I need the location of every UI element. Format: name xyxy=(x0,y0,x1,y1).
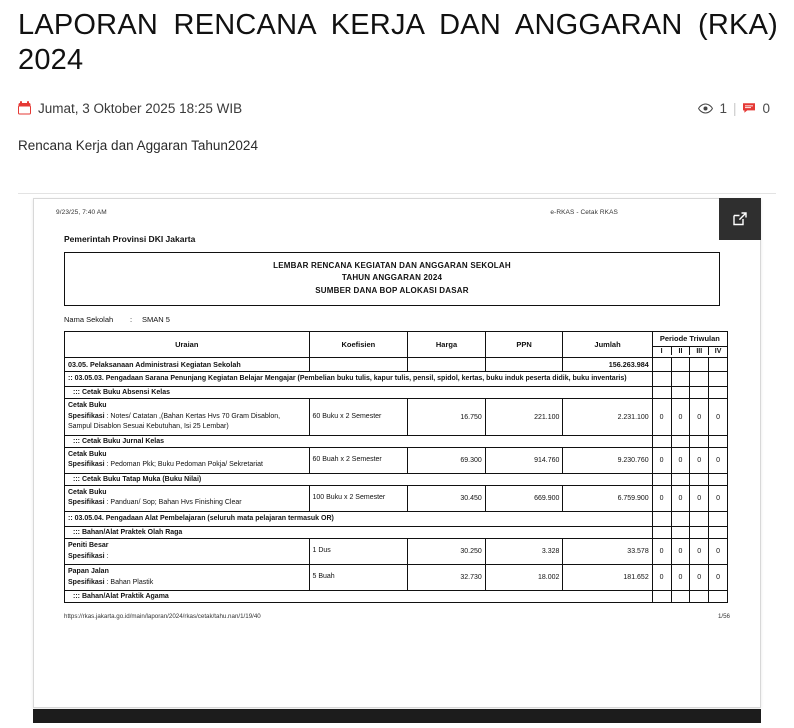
item-spec-label: Spesifikasi xyxy=(68,578,105,586)
item-spec-value: : Panduan/ Sop; Bahan Hvs Finishing Clear xyxy=(106,499,242,507)
table-row xyxy=(65,387,728,399)
item-name: Cetak Buku xyxy=(68,488,107,496)
row-harga: 30.450 xyxy=(408,485,486,511)
row-tri-4 xyxy=(709,527,728,539)
post-excerpt: Rencana Kerja dan Aggaran Tahun2024 xyxy=(18,137,258,153)
item-spec-value: : xyxy=(106,552,109,560)
table-row xyxy=(65,591,728,603)
col-periode-label: Periode Triwulan xyxy=(659,333,720,343)
row-tri-4 xyxy=(709,511,728,526)
row-ppn xyxy=(485,358,563,372)
document-title-line-3: SUMBER DANA BOP ALOKASI DASAR xyxy=(315,285,469,295)
item-spec-value: : Pedoman Pkk; Buku Pedoman Pokja/ Sekretariat xyxy=(106,461,263,469)
row-ppn: 18.002 xyxy=(485,565,563,591)
row-tri-2: 0 xyxy=(671,565,690,591)
table-row xyxy=(65,565,728,591)
col-tri-3: III xyxy=(690,347,709,355)
open-in-new-window-button[interactable] xyxy=(719,198,761,240)
row-tri-4: 0 xyxy=(709,539,728,565)
row-uraian: ::: Bahan/Alat Praktik Agama xyxy=(65,591,653,603)
row-uraian: ::: Cetak Buku Absensi Kelas xyxy=(65,387,653,399)
row-tri-4: 0 xyxy=(709,485,728,511)
row-tri-2 xyxy=(671,435,690,447)
row-tri-2: 0 xyxy=(671,539,690,565)
row-koefisien: 5 Buah xyxy=(309,565,408,591)
calendar-icon xyxy=(18,101,31,115)
document-viewer[interactable] xyxy=(18,193,776,723)
row-tri-3: 0 xyxy=(690,539,709,565)
row-tri-1 xyxy=(652,473,671,485)
row-tri-4 xyxy=(709,591,728,603)
row-uraian: 03.05. Pelaksanaan Administrasi Kegiatan Sekolah xyxy=(65,358,310,372)
row-tri-1: 0 xyxy=(652,539,671,565)
col-ppn: PPN xyxy=(485,331,563,357)
row-tri-2 xyxy=(671,527,690,539)
row-tri-2: 0 xyxy=(671,447,690,473)
external-link-icon xyxy=(730,209,750,229)
row-tri-1 xyxy=(652,527,671,539)
post-date xyxy=(18,101,242,116)
row-tri-4 xyxy=(709,372,728,387)
row-tri-2 xyxy=(671,387,690,399)
row-tri-4 xyxy=(709,473,728,485)
government-name: Pemerintah Provinsi DKI Jakarta xyxy=(64,233,196,244)
table-row xyxy=(65,399,728,436)
row-ppn: 914.760 xyxy=(485,447,563,473)
row-uraian xyxy=(65,539,310,565)
row-tri-3: 0 xyxy=(690,447,709,473)
document-header-date: 9/23/25, 7:40 AM xyxy=(56,208,107,216)
row-tri-4: 0 xyxy=(709,565,728,591)
school-name-value: SMAN 5 xyxy=(142,314,170,324)
item-spec-value: : Bahan Plastik xyxy=(106,578,154,586)
col-tri-4: IV xyxy=(714,348,722,356)
table-row xyxy=(65,539,728,565)
row-koefisien xyxy=(309,358,408,372)
comment-icon xyxy=(742,102,756,114)
row-koefisien: 100 Buku x 2 Semester xyxy=(309,485,408,511)
school-name-colon: : xyxy=(130,314,133,324)
row-tri-3 xyxy=(690,473,709,485)
row-uraian xyxy=(65,485,310,511)
row-jumlah: 2.231.100 xyxy=(563,399,652,436)
row-uraian xyxy=(65,565,310,591)
viewer-toolbar[interactable] xyxy=(33,709,761,723)
row-tri-1 xyxy=(652,435,671,447)
row-harga: 30.250 xyxy=(408,539,486,565)
row-harga xyxy=(408,358,486,372)
row-tri-3: 0 xyxy=(690,485,709,511)
item-spec-label: Spesifikasi xyxy=(68,499,105,507)
row-tri-3 xyxy=(690,527,709,539)
row-uraian: :: 03.05.04. Pengadaan Alat Pembelajaran (seluruh mata pelajaran termasuk OR) xyxy=(65,511,653,526)
school-name-label: Nama Sekolah xyxy=(64,314,114,324)
item-name: Cetak Buku xyxy=(68,450,107,458)
row-tri-3 xyxy=(690,435,709,447)
page-title: LAPORAN RENCANA KERJA DAN ANGGARAN (RKA) 2024 xyxy=(18,9,778,77)
meta-divider: | xyxy=(732,100,737,116)
post-stats xyxy=(698,101,770,116)
row-harga: 32.730 xyxy=(408,565,486,591)
table-row xyxy=(65,473,728,485)
row-uraian xyxy=(65,447,310,473)
document-page-number: 1/56 xyxy=(717,613,730,621)
item-name: Peniti Besar xyxy=(68,542,109,550)
document-title-line-1: LEMBAR RENCANA KEGIATAN DAN ANGGARAN SEKOLAH xyxy=(273,260,511,270)
item-spec xyxy=(68,460,306,471)
row-jumlah: 6.759.900 xyxy=(563,485,652,511)
table-header-row xyxy=(65,331,728,357)
document-header xyxy=(56,209,738,216)
item-spec-label: Spesifikasi xyxy=(68,461,105,469)
view-count: 1 xyxy=(719,100,727,116)
item-name: Papan Jalan xyxy=(68,568,109,576)
item-spec xyxy=(68,578,306,589)
table-row xyxy=(65,527,728,539)
article-page xyxy=(0,8,794,723)
comment-count: 0 xyxy=(762,100,770,116)
row-tri-1 xyxy=(652,372,671,387)
table-row xyxy=(65,447,728,473)
document-page xyxy=(33,198,761,708)
table-row xyxy=(65,372,728,387)
row-tri-2 xyxy=(671,591,690,603)
post-meta xyxy=(18,101,770,116)
col-uraian: Uraian xyxy=(65,331,310,357)
row-koefisien: 1 Dus xyxy=(309,539,408,565)
row-tri-3 xyxy=(690,372,709,387)
row-tri-1: 0 xyxy=(652,485,671,511)
item-spec-value: : Notes/ Catatan ,(Bahan Kertas Hvs 70 Gram Disablon, Sampul Disablon Sesuai Kebutuhan, Isi 25 Lembar) xyxy=(68,412,281,431)
row-tri-3: 0 xyxy=(690,399,709,436)
row-uraian: ::: Bahan/Alat Praktek Olah Raga xyxy=(65,527,653,539)
rka-table-body xyxy=(65,358,728,603)
row-uraian: ::: Cetak Buku Jurnal Kelas xyxy=(65,435,653,447)
row-tri-1 xyxy=(652,511,671,526)
col-periode-triwulan xyxy=(652,331,727,357)
item-spec xyxy=(68,498,306,509)
row-tri-1: 0 xyxy=(652,447,671,473)
row-koefisien: 60 Buah x 2 Semester xyxy=(309,447,408,473)
row-tri-2 xyxy=(671,372,690,387)
col-jumlah: Jumlah xyxy=(563,331,652,357)
row-tri-1 xyxy=(652,358,671,372)
post-date-text: Jumat, 3 Oktober 2025 18:25 WIB xyxy=(38,100,243,116)
rka-table xyxy=(64,331,728,603)
table-row xyxy=(65,435,728,447)
item-spec xyxy=(68,552,306,563)
eye-icon xyxy=(698,103,713,114)
row-jumlah: 33.578 xyxy=(563,539,652,565)
document-footer-url: https://rkas.jakarta.go.id/main/laporan/2024/rkas/cetak/tahu.nan/1/19/40 xyxy=(64,613,261,621)
table-row xyxy=(65,485,728,511)
col-tri-1: I xyxy=(653,347,672,355)
table-row xyxy=(65,358,728,372)
row-harga: 16.750 xyxy=(408,399,486,436)
row-uraian xyxy=(65,399,310,436)
row-tri-2 xyxy=(671,358,690,372)
row-tri-3 xyxy=(690,358,709,372)
row-jumlah: 156.263.984 xyxy=(563,358,652,372)
row-tri-1: 0 xyxy=(652,399,671,436)
row-uraian: :: 03.05.03. Pengadaan Sarana Penunjang Kegiatan Belajar Mengajar (Pembelian buku tulis, kapur tulis, pensil, spidol, kertas, buku induk peserta didik, buku inventaris) xyxy=(65,372,653,387)
item-spec-label: Spesifikasi xyxy=(68,552,105,560)
row-tri-1: 0 xyxy=(652,565,671,591)
document-footer xyxy=(64,613,730,620)
item-name: Cetak Buku xyxy=(68,402,107,410)
document-header-title: e-RKAS - Cetak RKAS xyxy=(550,208,618,216)
row-tri-4 xyxy=(709,358,728,372)
item-spec xyxy=(68,412,306,433)
row-tri-3: 0 xyxy=(690,565,709,591)
row-jumlah: 9.230.760 xyxy=(563,447,652,473)
row-tri-1 xyxy=(652,387,671,399)
col-tri-2: II xyxy=(672,347,691,355)
row-tri-2 xyxy=(671,473,690,485)
row-tri-4 xyxy=(709,435,728,447)
row-tri-2 xyxy=(671,511,690,526)
row-tri-1 xyxy=(652,591,671,603)
row-uraian: ::: Cetak Buku Tatap Muka (Buku Nilai) xyxy=(65,473,653,485)
row-ppn: 3.328 xyxy=(485,539,563,565)
row-tri-2: 0 xyxy=(671,485,690,511)
table-row xyxy=(65,511,728,526)
row-tri-2: 0 xyxy=(671,399,690,436)
school-name-row xyxy=(64,315,738,324)
row-tri-3 xyxy=(690,591,709,603)
row-tri-4 xyxy=(709,387,728,399)
row-ppn: 221.100 xyxy=(485,399,563,436)
document-title-line-2: TAHUN ANGGARAN 2024 xyxy=(341,273,443,283)
row-koefisien: 60 Buku x 2 Semester xyxy=(309,399,408,436)
col-harga: Harga xyxy=(408,331,486,357)
row-tri-4: 0 xyxy=(709,399,728,436)
row-jumlah: 181.652 xyxy=(563,565,652,591)
row-tri-3 xyxy=(690,387,709,399)
document-title-box xyxy=(64,252,720,306)
row-tri-3 xyxy=(690,511,709,526)
row-harga: 69.300 xyxy=(408,447,486,473)
item-spec-label: Spesifikasi xyxy=(68,412,105,420)
row-ppn: 669.900 xyxy=(485,485,563,511)
row-tri-4: 0 xyxy=(709,447,728,473)
col-koefisien: Koefisien xyxy=(309,331,408,357)
